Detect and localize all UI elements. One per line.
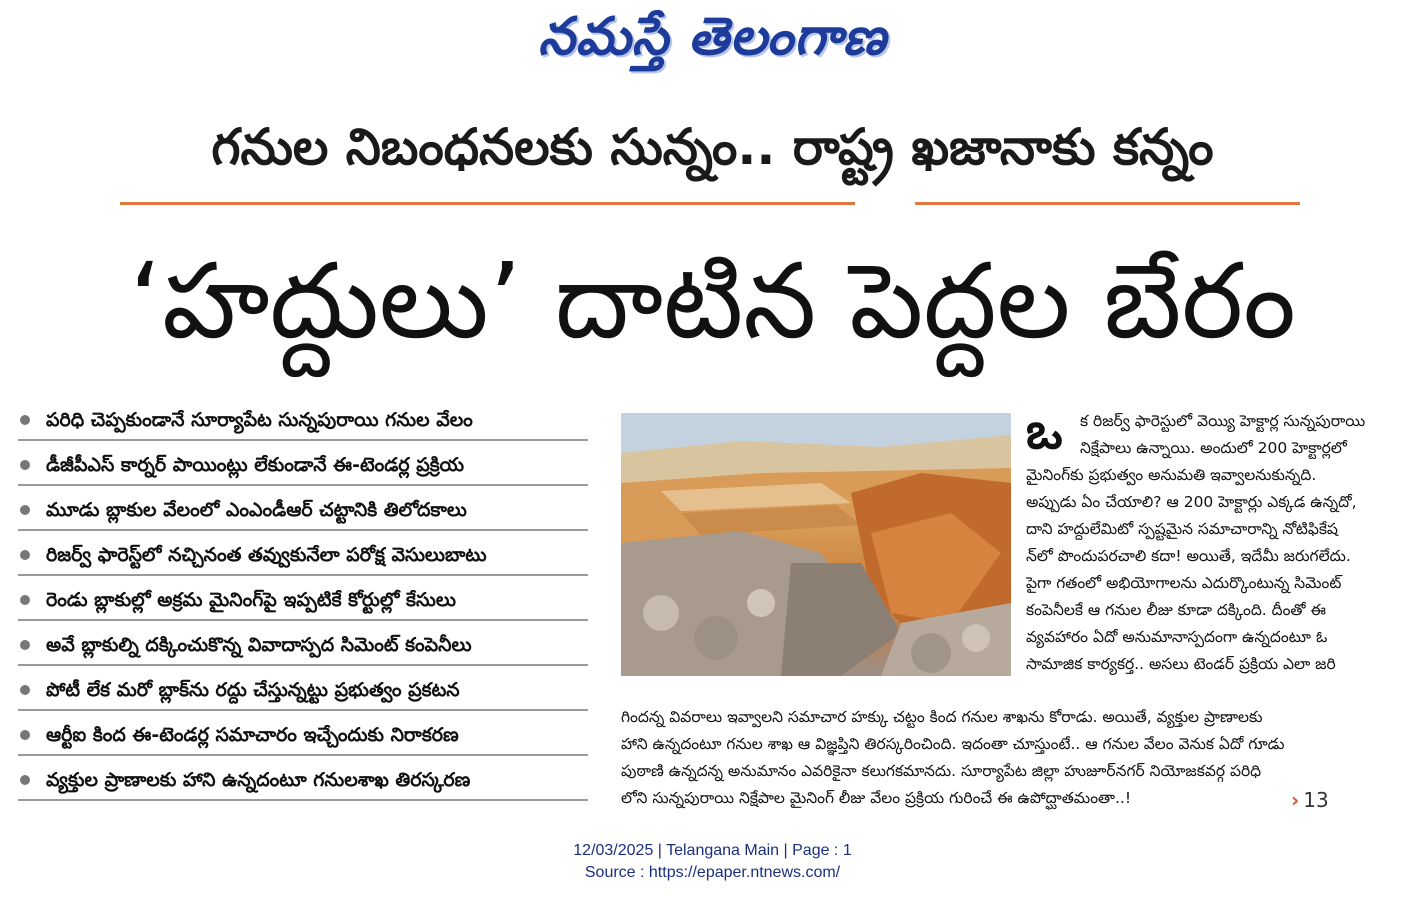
bullet-item [18,398,588,443]
article-body-wide [621,704,1401,812]
body-line: హాని ఉన్నదంటూ గనుల శాఖ ఆ విజ్ఞప్తిని తిరస్కరించింది. ఇదంతా చూస్తుంటే.. ఆ గనుల వేలం వెనుక ఏదో గూడు [621,735,1285,753]
bullet-dot-icon [20,640,30,650]
continued-page-number: 13 [1303,788,1329,812]
continued-on-page[interactable] [1291,788,1329,812]
bullet-item [18,578,588,623]
bullet-list [18,398,588,803]
column-line: నిక్షేపాలు ఉన్నాయి. అందులో 200 హెక్టార్లలో [1080,439,1347,457]
column-line: మైనింగ్‌కు ప్రభుత్వం అనుమతి ఇవ్వాలనుకున్నది. [1026,466,1317,484]
footer-source: Source : https://epaper.ntnews.com/ [584,864,841,881]
article-column [1026,402,1411,678]
masthead-logo: నమస్తే తెలంగాణ [538,6,887,67]
column-line: క రిజర్వ్ ఫారెస్టులో వెయ్యి హెక్టార్ల సున్నపురాయి [1080,412,1366,430]
dropcap-letter: ఒ [1026,402,1063,460]
column-line: పైగా గతంలో అభియోగాలను ఎదుర్కొంటున్న సిమెంట్ [1026,574,1342,592]
headline: ‘హద్దులు’ దాటిన పెద్దల బేరం [129,240,1296,362]
footer-edition-info: 12/03/2025 | Telangana Main | Page : 1 [573,842,852,859]
bullet-dot-icon [20,685,30,695]
bullet-item [18,668,588,713]
bullet-dot-icon [20,550,30,560]
body-line: పుఠాణి ఉన్నదన్న అనుమానం ఎవరికైనా కలుగకమానదు. సూర్యాపేట జిల్లా హుజూర్‌నగర్ నియోజకవర్గ పరిధి [621,762,1262,780]
body-line: లోని సున్నపురాయి నిక్షేపాల మైనింగ్ లీజు వేలం ప్రక్రియ గురించే ఈ ఉపోద్ఘాతమంతా..! [621,789,1132,807]
bullet-dot-icon [20,460,30,470]
bullet-item [18,758,588,803]
bullet-text: మూడు బ్లాకుల వేలంలో ఎంఎండీఆర్ చట్టానికి తిలోదకాలు [46,499,467,521]
column-line: దాని హద్దులేమిటో స్పష్టమైన సమాచారాన్ని నోటిఫికేష [1026,520,1338,538]
bullet-text: పోటీ లేక మరో బ్లాక్‌ను రద్దు చేస్తున్నట్టు ప్రభుత్వం ప్రకటన [46,679,460,701]
bullet-text: ఆర్టీఐ కింద ఈ-టెండర్ల సమాచారం ఇచ్చేందుకు నిరాకరణ [46,724,459,746]
bullet-item [18,443,588,488]
divider-rule-left [120,202,855,205]
bullet-dot-icon [20,415,30,425]
divider-rule-right [915,202,1300,205]
chevron-right-icon: › [1291,788,1300,812]
bullet-text: డీజీపీఎస్ కార్నర్ పాయింట్లు లేకుండానే ఈ-టెండర్ల ప్రక్రియ [46,454,465,476]
bullet-dot-icon [20,595,30,605]
column-line: న్‌లో పొందుపరచాలి కదా! అయితే, ఇదేమీ జరుగలేదు. [1026,547,1351,565]
bullet-text: అవే బ్లాకుల్ని దక్కించుకొన్న వివాదాస్పద సిమెంట్ కంపెనీలు [46,634,472,656]
bullet-text: వ్యక్తుల ప్రాణాలకు హాని ఉన్నదంటూ గనులశాఖ తిరస్కరణ [46,769,471,791]
bullet-item [18,533,588,578]
bullet-text: పరిధి చెప్పకుండానే సూర్యాపేట సున్నపురాయి గనుల వేలం [46,409,473,431]
column-line: సామాజిక కార్యకర్త.. అసలు టెండర్ ప్రక్రియ ఎలా జరి [1026,655,1336,673]
bullet-item [18,488,588,533]
bullet-dot-icon [20,505,30,515]
bullet-dot-icon [20,730,30,740]
bullet-text: రెండు బ్లాకుల్లో అక్రమ మైనింగ్‌పై ఇప్పటికే కోర్టుల్లో కేసులు [46,589,456,611]
body-line: గిందన్న వివరాలు ఇవ్వాలని సమాచార హక్కు చట్టం కింద గనుల శాఖను కోరాడు. అయితే, వ్యక్తుల ప్రాణాలకు [621,708,1263,726]
bullet-item [18,713,588,758]
subheadline: గనుల నిబంధనలకు సున్నం.. రాష్ట్ర ఖజానాకు కన్నం [211,118,1214,176]
column-line: కంపెనీలకే ఆ గనుల లీజు కూడా దక్కింది. దీంతో ఈ [1026,601,1326,619]
bullet-text: రిజర్వ్ ఫారెస్ట్‌లో నచ్చినంత తవ్వుకునేలా పరోక్ష వెసులుబాటు [46,544,487,566]
column-line: వ్యవహారం ఏదో అనుమానాస్పదంగా ఉన్నదంటూ ఓ [1026,628,1328,646]
bullet-dot-icon [20,775,30,785]
bullet-item [18,623,588,668]
column-line: అప్పుడు ఏం చేయాలి? ఆ 200 హెక్టార్లు ఎక్కడ ఉన్నదో, [1026,493,1357,511]
quarry-photo [621,413,1011,676]
quarry-illustration [621,413,1011,676]
